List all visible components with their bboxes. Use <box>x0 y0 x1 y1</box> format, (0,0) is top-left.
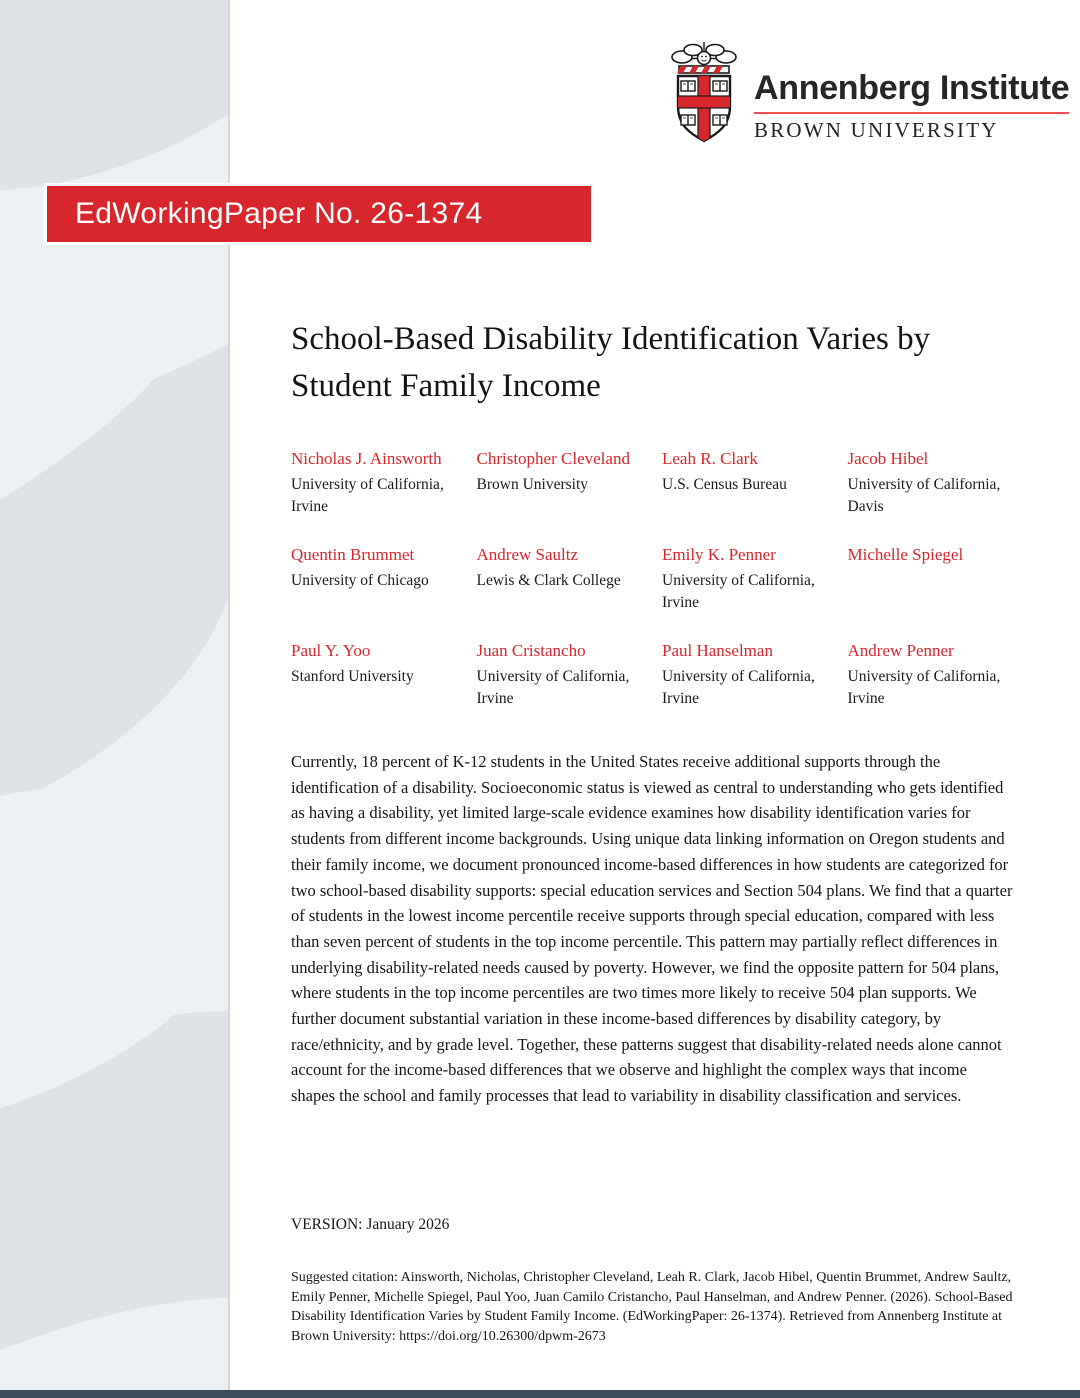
author-cell <box>477 544 645 613</box>
author-name: Nicholas J. Ainsworth <box>291 449 442 468</box>
author-name: Paul Y. Yoo <box>291 641 371 660</box>
author-affiliation: University of California, Irvine <box>476 668 630 707</box>
author-affiliation: University of California, Irvine <box>662 572 815 611</box>
author-affiliation: University of California, Davis <box>847 476 1001 515</box>
author-name: Andrew Penner <box>847 641 954 660</box>
annenberg-logo <box>668 40 1069 144</box>
author-affiliation: Lewis & Clark College <box>476 572 621 589</box>
main-content <box>291 316 1015 1109</box>
suggested-citation: Suggested citation: Ainsworth, Nicholas, Christopher Cleveland, Leah R. Clark, Jacob Hibel, Quentin Brummet, Andrew Saultz, Emily Penner, Michelle Spiegel, Paul Yoo, Juan Camilo Cristancho, Paul Hanselman, and Andrew Penner. (2026). School-Based Disability Identification Varies by Student Family Income. (EdWorkingPaper: 26-1374). Retrieved from Annenberg Institute at Brown University: https://doi.org/10.26300/dpwm-2673 <box>291 1270 1013 1344</box>
author-name: Jacob Hibel <box>847 449 929 468</box>
author-name: Emily K. Penner <box>662 545 776 564</box>
author-cell <box>662 640 830 709</box>
logo-red-divider <box>754 112 1069 114</box>
logo-text-block <box>754 40 1069 143</box>
author-affiliation: Stanford University <box>291 668 414 685</box>
author-cell <box>848 640 1016 709</box>
author-cell <box>477 640 645 709</box>
authors-grid <box>291 448 1015 709</box>
author-cell <box>662 544 830 613</box>
author-name: Quentin Brummet <box>291 545 415 564</box>
paper-title: School-Based Disability Identification Varies by Student Family Income <box>291 321 931 404</box>
author-cell <box>662 448 830 517</box>
author-affiliation: University of California, Irvine <box>847 668 1001 707</box>
author-cell <box>291 544 459 613</box>
university-name: BROWN UNIVERSITY <box>754 118 999 143</box>
institute-name: Annenberg Institute <box>754 69 1070 107</box>
author-name: Andrew Saultz <box>476 545 579 564</box>
author-affiliation: University of Chicago <box>291 572 429 589</box>
author-name: Michelle Spiegel <box>847 545 964 564</box>
author-cell <box>291 640 459 709</box>
author-name: Juan Cristancho <box>476 641 586 660</box>
author-cell <box>848 448 1016 517</box>
author-cell <box>848 544 1016 613</box>
author-affiliation: Brown University <box>476 476 589 493</box>
author-name: Christopher Cleveland <box>476 449 630 468</box>
footer-bar <box>0 1390 1080 1398</box>
author-affiliation: University of California, Irvine <box>662 668 815 707</box>
author-affiliation: University of California, Irvine <box>291 476 444 515</box>
version-label: VERSION: January 2026 <box>291 1216 450 1233</box>
edworkingpaper-banner <box>44 183 594 245</box>
edworkingpaper-number: EdWorkingPaper No. 26-1374 <box>75 197 483 230</box>
author-name: Leah R. Clark <box>662 449 758 468</box>
author-affiliation: U.S. Census Bureau <box>662 476 787 493</box>
author-cell <box>477 448 645 517</box>
author-name: Paul Hanselman <box>662 641 773 660</box>
brown-university-crest-icon <box>668 40 740 144</box>
author-cell <box>291 448 459 517</box>
abstract-text: Currently, 18 percent of K-12 students in the United States receive additional supports through the identification of a disability. Socioeconomic status is viewed as central to understanding who gets identified as having a disability, yet limited large-scale evidence examines how disability identification varies for students from different income backgrounds. Using unique data linking information on Oregon students and their family income, we document pronounced income-based differences in how students are categorized for two school-based disability supports: special education services and Section 504 plans. We find that a quarter of students in the lowest income percentile receive supports through special education, compared with less than seven percent of students in the top income percentile. This pattern may partially reflect differences in underlying disability-related needs caused by poverty. However, we find the opposite pattern for 504 plans, where students in the top income percentiles are two times more likely to receive 504 plan supports. We further document substantial variation in these income-based differences by disability category, by race/ethnicity, and by grade level. Together, these patterns suggest that disability-related needs alone cannot account for the income-based differences that we observe and highlight the complex ways that income shapes the school and family processes that lead to variability in disability classification and services. <box>291 752 1013 1106</box>
